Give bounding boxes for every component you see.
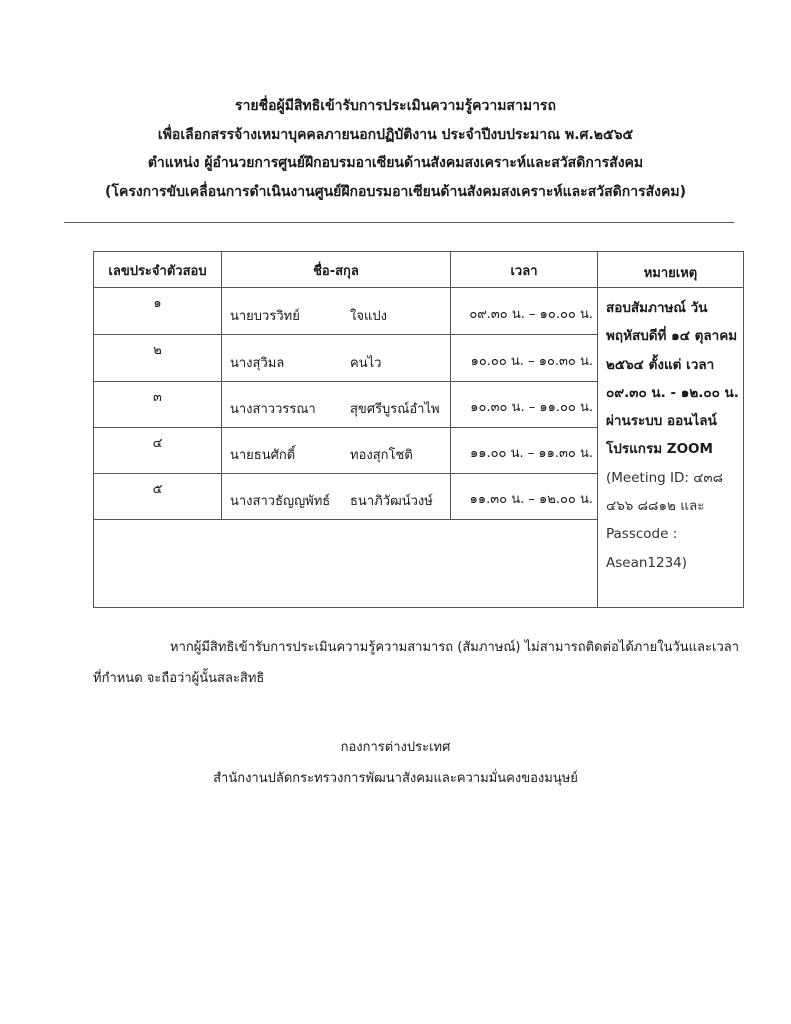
last-name: ทองสุกโชติ <box>350 448 413 463</box>
row-time: ๑๐.๓๐ น. – ๑๑.๐๐ น. <box>451 382 598 428</box>
title-line-1: รายชื่อผู้มีสิทธิเข้ารับการประเมินความรู้ความสามารถ <box>235 98 556 114</box>
first-name: นายธนศักดิ์ <box>230 448 296 463</box>
row-name <box>222 382 451 428</box>
last-name: สุขศรีบูรณ์อำไพ <box>350 402 440 417</box>
disqualification-note <box>93 632 743 694</box>
remark-cell <box>598 288 744 608</box>
row-number: ๑ <box>94 288 222 335</box>
header-number: เลขประจำตัวสอบ <box>94 252 222 288</box>
header-time: เวลา <box>451 252 598 288</box>
last-name: ใจแปง <box>350 308 387 324</box>
row-time: ๑๑.๓๐ น. – ๑๒.๐๐ น. <box>451 474 598 520</box>
row-time: ๑๑.๐๐ น. – ๑๑.๓๐ น. <box>451 428 598 474</box>
empty-cell <box>94 520 598 608</box>
row-name <box>222 335 451 382</box>
row-time: ๑๐.๐๐ น. – ๑๐.๓๐ น. <box>451 335 598 382</box>
issuing-office <box>0 732 791 794</box>
row-time: ๐๙.๓๐ น. – ๑๐.๐๐ น. <box>451 288 598 335</box>
row-name <box>222 288 451 335</box>
first-name: นายบวรวิทย์ <box>230 308 300 324</box>
row-number: ๔ <box>94 428 222 474</box>
document-title <box>0 92 791 206</box>
row-number: ๓ <box>94 382 222 428</box>
title-line-4: (โครงการขับเคลื่อนการดำเนินงานศูนย์ฝึกอบรมอาเซียนด้านสังคมสงเคราะห์และสวัสดิการสังคม) <box>105 183 686 200</box>
first-name: นางสาววรรณา <box>230 402 316 417</box>
title-line-2: เพื่อเลือกสรรจ้างเหมาบุคคลภายนอกปฏิบัติงาน ประจำปีงบประมาณ พ.ศ.๒๕๖๕ <box>157 126 634 143</box>
candidate-table <box>93 251 744 608</box>
last-name: คนไว <box>350 355 382 371</box>
row-name <box>222 474 451 520</box>
office-division: กองการต่างประเทศ <box>340 740 451 755</box>
row-name <box>222 428 451 474</box>
row-number: ๕ <box>94 474 222 520</box>
header-name: ชื่อ-สกุล <box>222 252 451 288</box>
header-remark: หมายเหตุ <box>598 252 744 288</box>
last-name: ธนาภิวัฒน์วงษ์ <box>350 494 433 509</box>
remark-schedule: สอบสัมภาษณ์ วันพฤหัสบดีที่ ๑๔ ตุลาคม ๒๕๖๔ ตั้งแต่ เวลา ๐๙.๓๐ น. - ๑๒.๐๐ น. ผ่านระบบ ออนไลน์ โปรแกรม ZOOM <box>606 300 739 458</box>
table-row <box>94 288 744 335</box>
first-name: นางสาวธัญญพัทธ์ <box>230 494 331 509</box>
office-ministry: สำนักงานปลัดกระทรวงการพัฒนาสังคมและความมั่นคงของมนุษย์ <box>213 771 578 786</box>
note-line-1: หากผู้มีสิทธิเข้ารับการประเมินความรู้ความสามารถ (สัมภาษณ์) ไม่สามารถติดต่อได้ภายในวันและเวลา <box>170 640 740 655</box>
remark-meeting-info: (Meeting ID: ๔๓๘ ๔๖๖ ๘๘๑๒ และ Passcode : Asean1234) <box>606 469 724 571</box>
table-header-row <box>94 252 744 288</box>
title-line-3: ตำแหน่ง ผู้อำนวยการศูนย์ฝึกอบรมอาเซียนด้านสังคมสงเคราะห์และสวัสดิการสังคม <box>147 155 644 171</box>
row-number: ๒ <box>94 335 222 382</box>
first-name: นางสุวิมล <box>230 355 285 371</box>
header-divider <box>64 222 734 223</box>
note-line-2: ที่กำหนด จะถือว่าผู้นั้นสละสิทธิ <box>93 671 265 686</box>
